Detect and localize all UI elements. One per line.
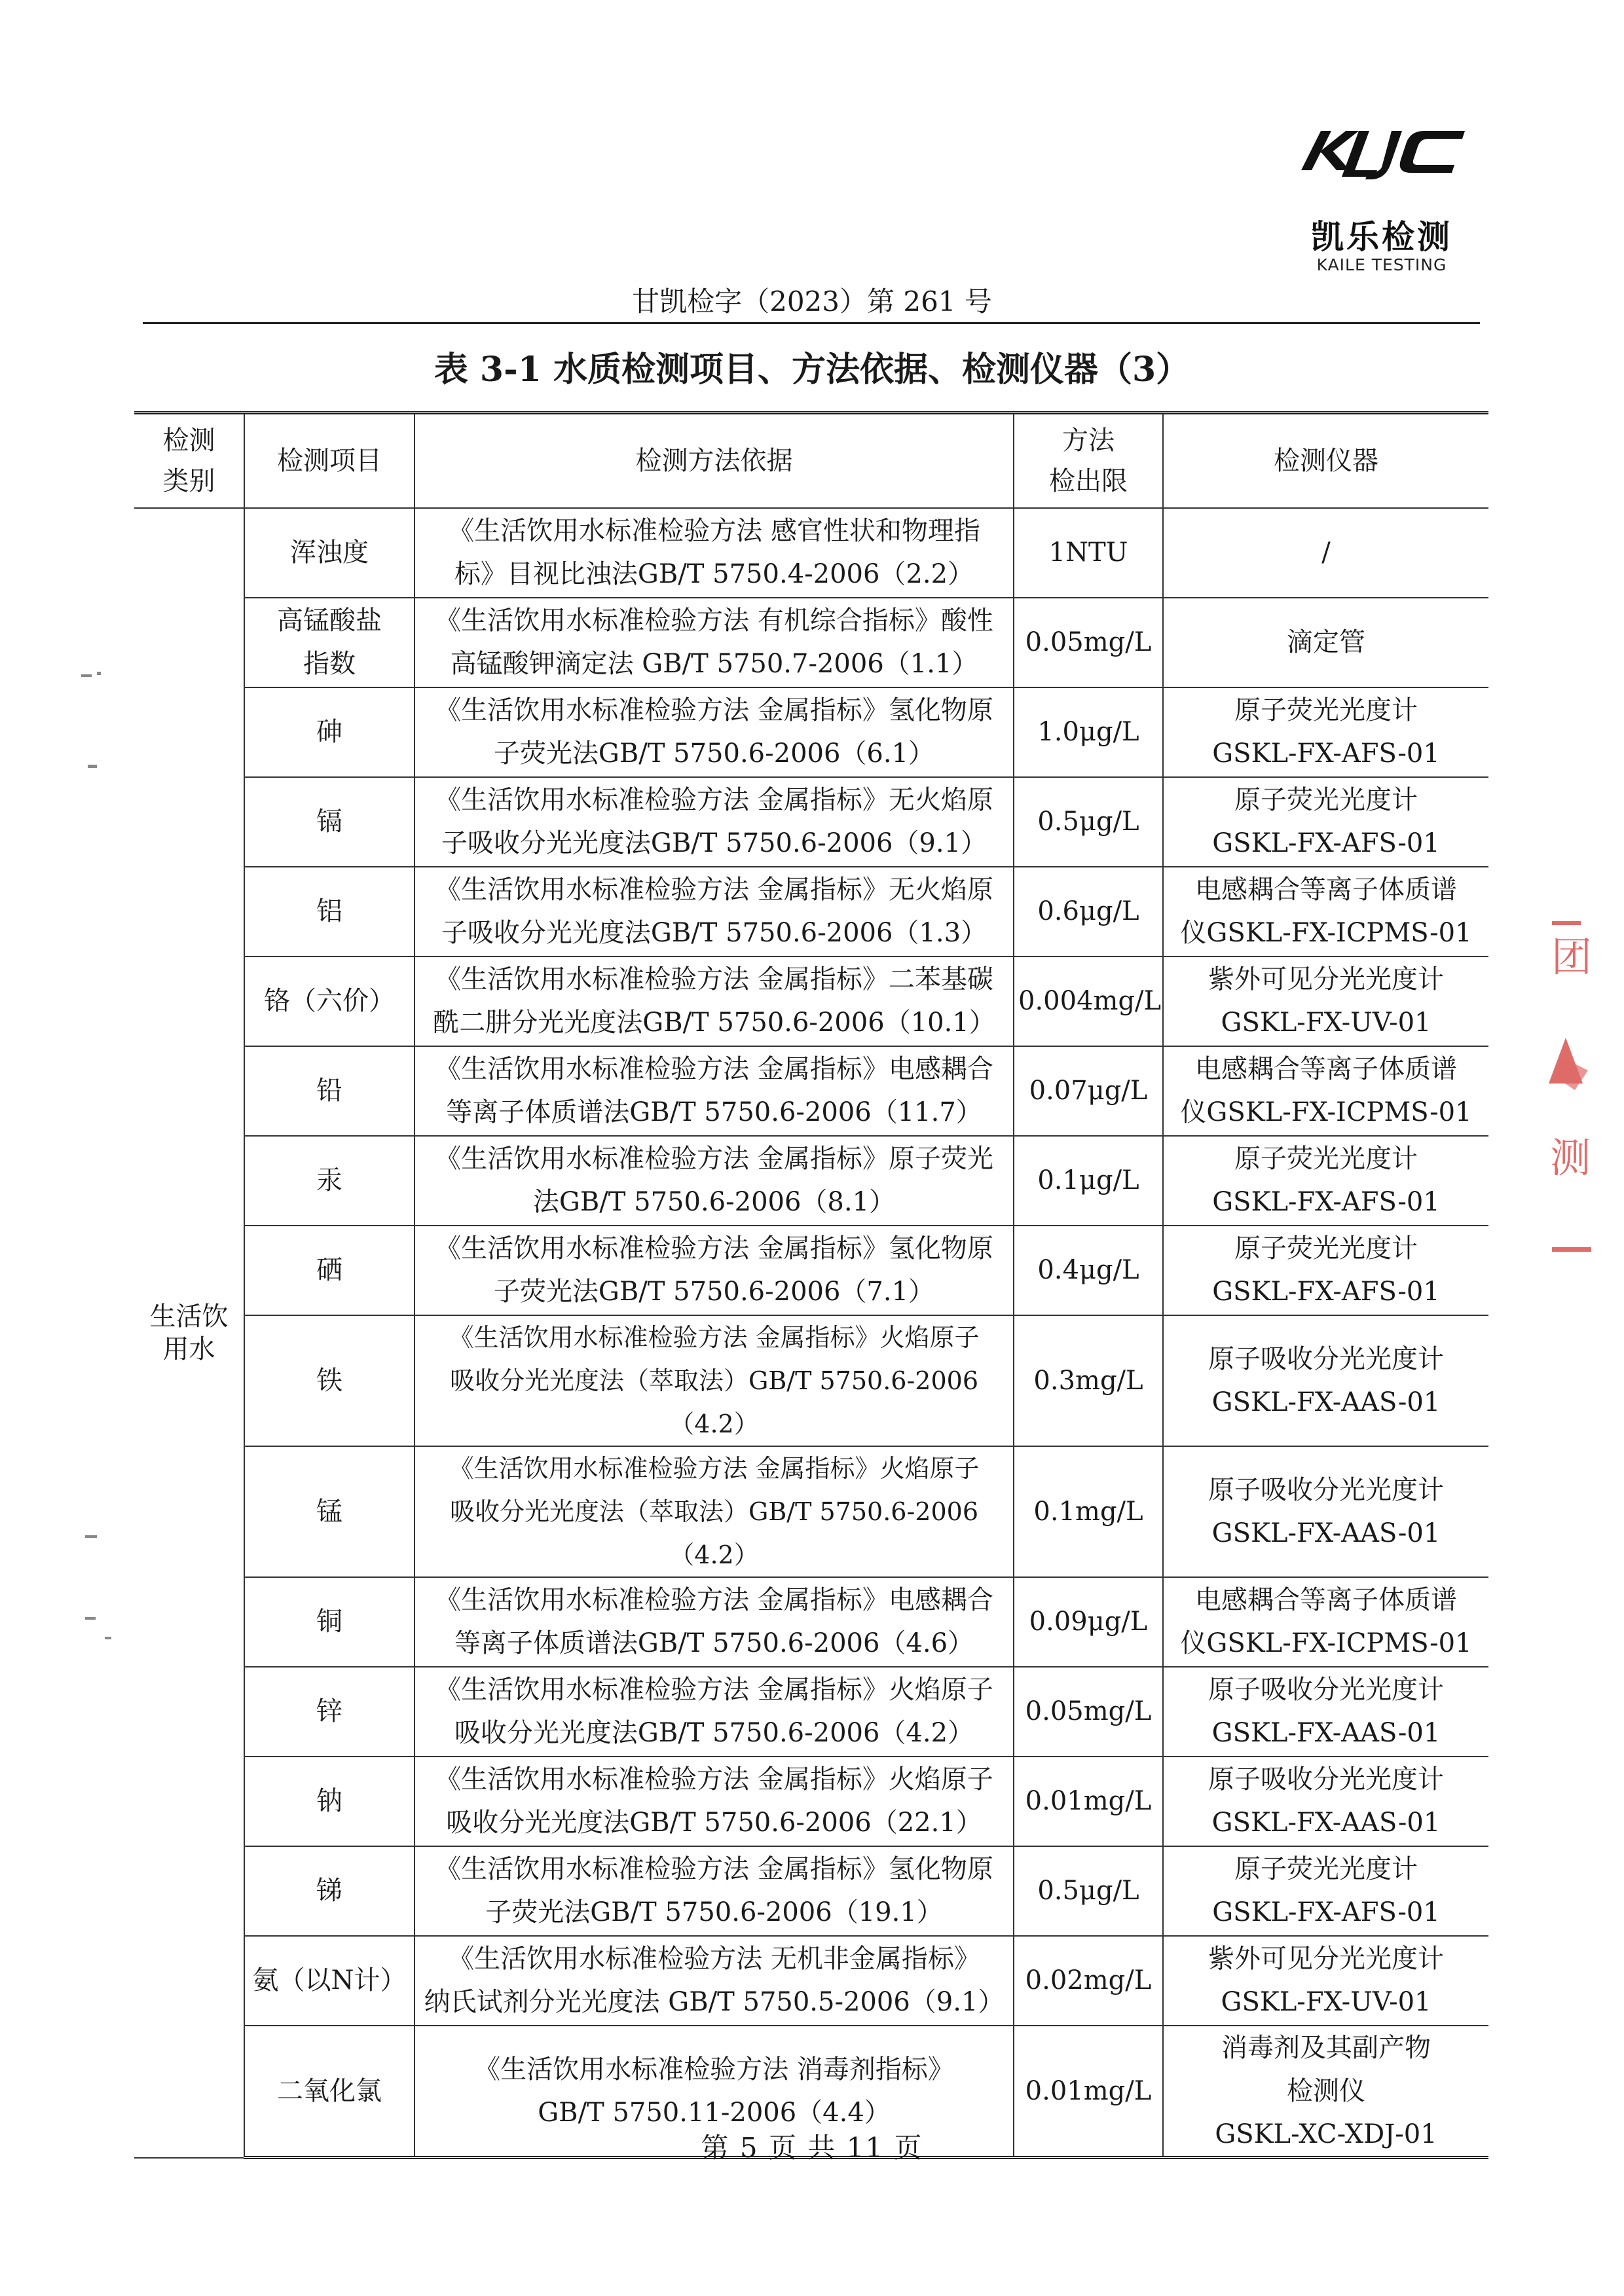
table-row — [134, 1846, 1488, 1936]
limit-cell: 0.004mg/L — [1014, 957, 1163, 1046]
instrument-cell: / — [1163, 508, 1488, 598]
limit-cell: 0.05mg/L — [1014, 598, 1163, 687]
method-cell: 《生活饮用水标准检验方法 金属指标》原子荧光 法GB/T 5750.6-2006（8.1） — [415, 1136, 1014, 1226]
item-cell: 铅 — [244, 1046, 415, 1136]
item-cell: 二氧化氯 — [244, 2026, 415, 2158]
table-row — [134, 687, 1488, 777]
table-row — [134, 957, 1488, 1046]
method-cell: 《生活饮用水标准检验方法 无机非金属指标》 纳氏试剂分光光度法 GB/T 5750.5-2006（9.1） — [415, 1936, 1014, 2026]
method-cell: 《生活饮用水标准检验方法 金属指标》二苯基碳 酰二肼分光光度法GB/T 5750.6-2006（10.1） — [415, 957, 1014, 1046]
instrument-cell: 原子荧光光度计 GSKL-FX-AFS-01 — [1163, 1846, 1488, 1936]
item-cell: 锌 — [244, 1667, 415, 1757]
item-cell: 铜 — [244, 1577, 415, 1667]
item-cell: 氨（以N计） — [244, 1936, 415, 2026]
header-method: 检测方法依据 — [415, 413, 1014, 508]
limit-cell: 0.02mg/L — [1014, 1936, 1163, 2026]
table-row — [134, 1446, 1488, 1577]
method-cell: 《生活饮用水标准检验方法 金属指标》氢化物原 子荧光法GB/T 5750.6-2006（19.1） — [415, 1846, 1014, 1936]
table-row — [134, 1046, 1488, 1136]
method-cell: 《生活饮用水标准检验方法 金属指标》氢化物原 子荧光法GB/T 5750.6-2006（6.1） — [415, 687, 1014, 777]
item-cell: 铬（六价） — [244, 957, 415, 1046]
limit-cell: 0.5μg/L — [1014, 1846, 1163, 1936]
table-row — [134, 1667, 1488, 1757]
instrument-cell: 紫外可见分光光度计 GSKL-FX-UV-01 — [1163, 1936, 1488, 2026]
limit-cell: 0.07μg/L — [1014, 1046, 1163, 1136]
method-cell: 《生活饮用水标准检验方法 金属指标》无火焰原 子吸收分光光度法GB/T 5750.6-2006（1.3） — [415, 867, 1014, 957]
logo-name-en: KAILE TESTING — [1316, 255, 1447, 274]
limit-cell: 0.1μg/L — [1014, 1136, 1163, 1226]
table-row — [134, 598, 1488, 687]
table-row — [134, 1757, 1488, 1846]
item-cell: 硒 — [244, 1226, 415, 1315]
header-limit: 方法 检出限 — [1014, 413, 1163, 508]
method-cell: 《生活饮用水标准检验方法 感官性状和物理指 标》目视比浊法GB/T 5750.4-2006（2.2） — [415, 508, 1014, 598]
limit-cell: 0.3mg/L — [1014, 1315, 1163, 1446]
limit-cell: 0.6μg/L — [1014, 867, 1163, 957]
header-row — [134, 413, 1488, 508]
method-cell: 《生活饮用水标准检验方法 金属指标》电感耦合 等离子体质谱法GB/T 5750.6-2006（4.6） — [415, 1577, 1014, 1667]
seal-stamp — [1549, 920, 1598, 1260]
method-cell: 《生活饮用水标准检验方法 金属指标》电感耦合 等离子体质谱法GB/T 5750.6-2006（11.7） — [415, 1046, 1014, 1136]
header-instrument: 检测仪器 — [1163, 413, 1488, 508]
method-cell: 《生活饮用水标准检验方法 金属指标》火焰原子 吸收分光光度法GB/T 5750.6-2006（22.1） — [415, 1757, 1014, 1846]
header-category: 检测 类别 — [134, 413, 244, 508]
limit-cell: 1.0μg/L — [1014, 687, 1163, 777]
limit-cell: 0.5μg/L — [1014, 777, 1163, 867]
category-cell: 生活饮 用水 — [134, 508, 244, 2158]
table-row — [134, 1936, 1488, 2026]
item-cell: 锑 — [244, 1846, 415, 1936]
table-row — [134, 1136, 1488, 1226]
instrument-cell: 电感耦合等离子体质谱 仪GSKL-FX-ICPMS-01 — [1163, 867, 1488, 957]
header-divider — [143, 322, 1480, 324]
instrument-cell: 原子吸收分光光度计 GSKL-FX-AAS-01 — [1163, 1315, 1488, 1446]
method-cell: 《生活饮用水标准检验方法 有机综合指标》酸性 高锰酸钾滴定法 GB/T 5750.7-2006（1.1） — [415, 598, 1014, 687]
item-cell: 钠 — [244, 1757, 415, 1846]
table-row — [134, 1577, 1488, 1667]
svg-text:团: 团 — [1551, 933, 1593, 981]
item-cell: 铝 — [244, 867, 415, 957]
instrument-cell: 原子荧光光度计 GSKL-FX-AFS-01 — [1163, 777, 1488, 867]
item-cell: 高锰酸盐 指数 — [244, 598, 415, 687]
limit-cell: 0.09μg/L — [1014, 1577, 1163, 1667]
scan-specks — [65, 655, 118, 1669]
instrument-cell: 原子吸收分光光度计 GSKL-FX-AAS-01 — [1163, 1757, 1488, 1846]
item-cell: 锰 — [244, 1446, 415, 1577]
svg-text:测: 测 — [1550, 1134, 1591, 1182]
limit-cell: 0.4μg/L — [1014, 1226, 1163, 1315]
instrument-cell: 原子荧光光度计 GSKL-FX-AFS-01 — [1163, 1226, 1488, 1315]
limit-cell: 0.05mg/L — [1014, 1667, 1163, 1757]
method-cell: 《生活饮用水标准检验方法 金属指标》火焰原子 吸收分光光度法（萃取法）GB/T 5750.6-2006（4.2） — [415, 1446, 1014, 1577]
item-cell: 砷 — [244, 687, 415, 777]
limit-cell: 0.1mg/L — [1014, 1446, 1163, 1577]
limit-cell: 0.01mg/L — [1014, 1757, 1163, 1846]
report-number: 甘凯检字（2023）第 261 号 — [632, 285, 992, 318]
instrument-cell: 紫外可见分光光度计 GSKL-FX-UV-01 — [1163, 957, 1488, 1046]
table-row — [134, 867, 1488, 957]
method-cell: 《生活饮用水标准检验方法 金属指标》氢化物原 子荧光法GB/T 5750.6-2006（7.1） — [415, 1226, 1014, 1315]
item-cell: 镉 — [244, 777, 415, 867]
logo-name-cn: 凯乐检测 — [1311, 218, 1452, 256]
table-row — [134, 777, 1488, 867]
method-cell: 《生活饮用水标准检验方法 金属指标》火焰原子 吸收分光光度法GB/T 5750.6-2006（4.2） — [415, 1667, 1014, 1757]
instrument-cell: 电感耦合等离子体质谱 仪GSKL-FX-ICPMS-01 — [1163, 1046, 1488, 1136]
limit-cell: 1NTU — [1014, 508, 1163, 598]
item-cell: 汞 — [244, 1136, 415, 1226]
limit-cell: 0.01mg/L — [1014, 2026, 1163, 2158]
table-row — [134, 508, 1488, 598]
item-cell: 浑浊度 — [244, 508, 415, 598]
table-title: 表 3-1 水质检测项目、方法依据、检测仪器（3） — [434, 350, 1190, 390]
instrument-cell: 消毒剂及其副产物 检测仪 GSKL-XC-XDJ-01 — [1163, 2026, 1488, 2158]
method-cell: 《生活饮用水标准检验方法 消毒剂指标》 GB/T 5750.11-2006（4.4） — [415, 2026, 1014, 2158]
header-item: 检测项目 — [244, 413, 415, 508]
instrument-cell: 原子荧光光度计 GSKL-FX-AFS-01 — [1163, 687, 1488, 777]
table-row — [134, 1315, 1488, 1446]
instrument-cell: 原子荧光光度计 GSKL-FX-AFS-01 — [1163, 1136, 1488, 1226]
water-quality-table — [134, 411, 1488, 2159]
table-row — [134, 1226, 1488, 1315]
method-cell: 《生活饮用水标准检验方法 金属指标》火焰原子 吸收分光光度法（萃取法）GB/T 5750.6-2006（4.2） — [415, 1315, 1014, 1446]
instrument-cell: 电感耦合等离子体质谱 仪GSKL-FX-ICPMS-01 — [1163, 1577, 1488, 1667]
page-footer: 第 5 页 共 11 页 — [701, 2132, 923, 2164]
instrument-cell: 滴定管 — [1163, 598, 1488, 687]
item-cell: 铁 — [244, 1315, 415, 1446]
method-cell: 《生活饮用水标准检验方法 金属指标》无火焰原 子吸收分光光度法GB/T 5750.6-2006（9.1） — [415, 777, 1014, 867]
instrument-cell: 原子吸收分光光度计 GSKL-FX-AAS-01 — [1163, 1667, 1488, 1757]
instrument-cell: 原子吸收分光光度计 GSKL-FX-AAS-01 — [1163, 1446, 1488, 1577]
